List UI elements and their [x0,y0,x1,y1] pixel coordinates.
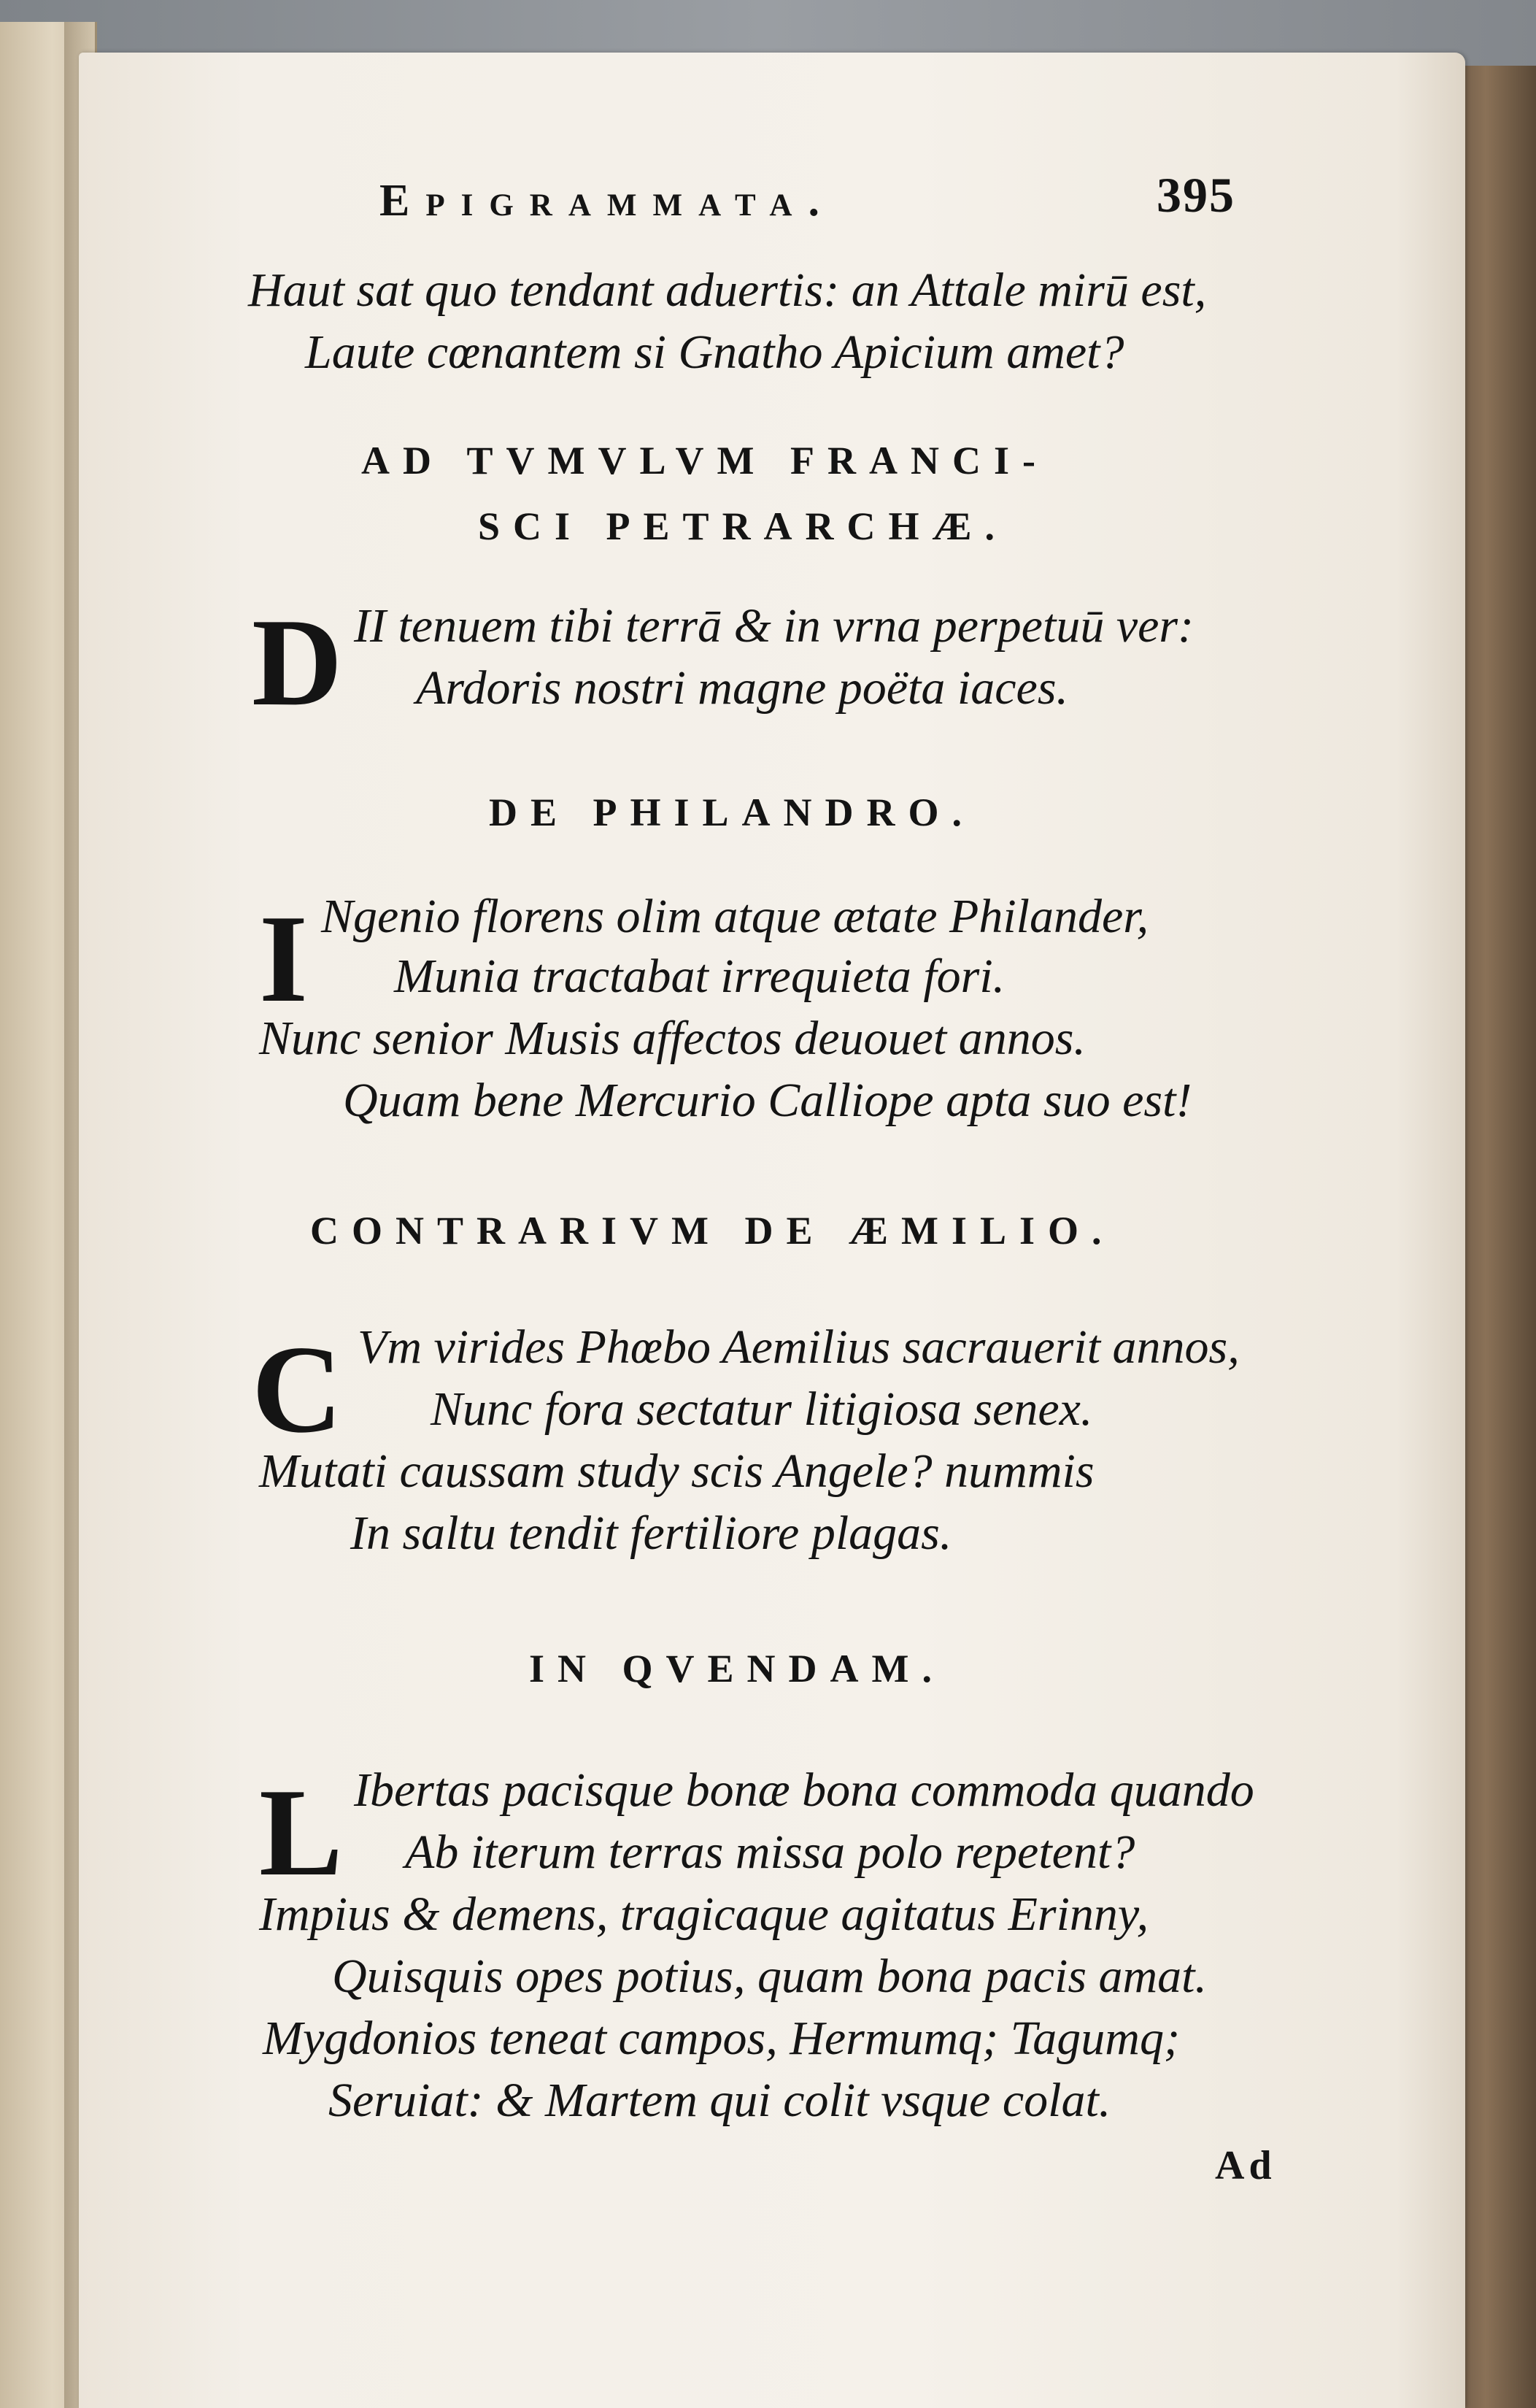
verse-line: Impius & demens, tragicaque agitatus Erinny, [259,1888,1149,1941]
drop-initial: L [259,1763,343,1902]
verse-line: In saltu tendit fertiliore plagas. [350,1507,952,1560]
verse-line: Mutati caussam study scis Angele? nummis [259,1445,1095,1498]
drop-initial: C [252,1320,343,1459]
verse-line: Seruiat: & Martem qui colit vsque colat. [328,2074,1111,2127]
drop-initial: I [259,890,308,1028]
verse-line: Mygdonios teneat campos, Hermumq; Tagumq; [263,2012,1180,2065]
poem-title: DE PHILANDRO. [489,791,976,834]
verse-line: Munia tractabat irrequieta fori. [394,950,1006,1003]
verse-line: Vm virides Phœbo Aemilius sacrauerit annos, [358,1320,1240,1374]
verse-line: Ardoris nostri magne poëta iaces. [416,661,1068,715]
verse-line: Quam bene Mercurio Calliope apta suo est! [343,1074,1192,1127]
verse-line: Quisquis opes potius, quam bona pacis amat. [332,1950,1208,2003]
verse-line: Ngenio florens olim atque ætate Philander, [321,890,1149,943]
verse-line: II tenuem tibi terrā & in vrna perpetuū ver: [354,599,1195,653]
poem-title: CONTRARIVM DE ÆMILIO. [310,1209,1115,1253]
verse-line: Nunc fora sectatur litigiosa senex. [431,1382,1093,1436]
running-head: Epigrammata. [379,176,835,226]
poem-title: AD TVMVLVM FRANCI- [361,439,1049,482]
verse-line: Ab iterum terras missa polo repetent? [405,1826,1135,1879]
poem-title: SCI PETRARCHÆ. [478,504,1008,548]
catchword: Ad [1215,2143,1276,2188]
drop-initial: D [252,593,343,732]
page-number: 395 [1157,167,1235,223]
verse-line: Haut sat quo tendant aduertis: an Attale mirū est, [248,264,1207,317]
poem-title: IN QVENDAM. [529,1647,945,1690]
verse-line: Nunc senior Musis affectos deuouet annos. [259,1012,1086,1065]
verse-line: Ibertas pacisque bonæ bona commoda quando [354,1763,1254,1817]
verse-line: Laute cœnantem si Gnatho Apicium amet? [305,326,1124,379]
